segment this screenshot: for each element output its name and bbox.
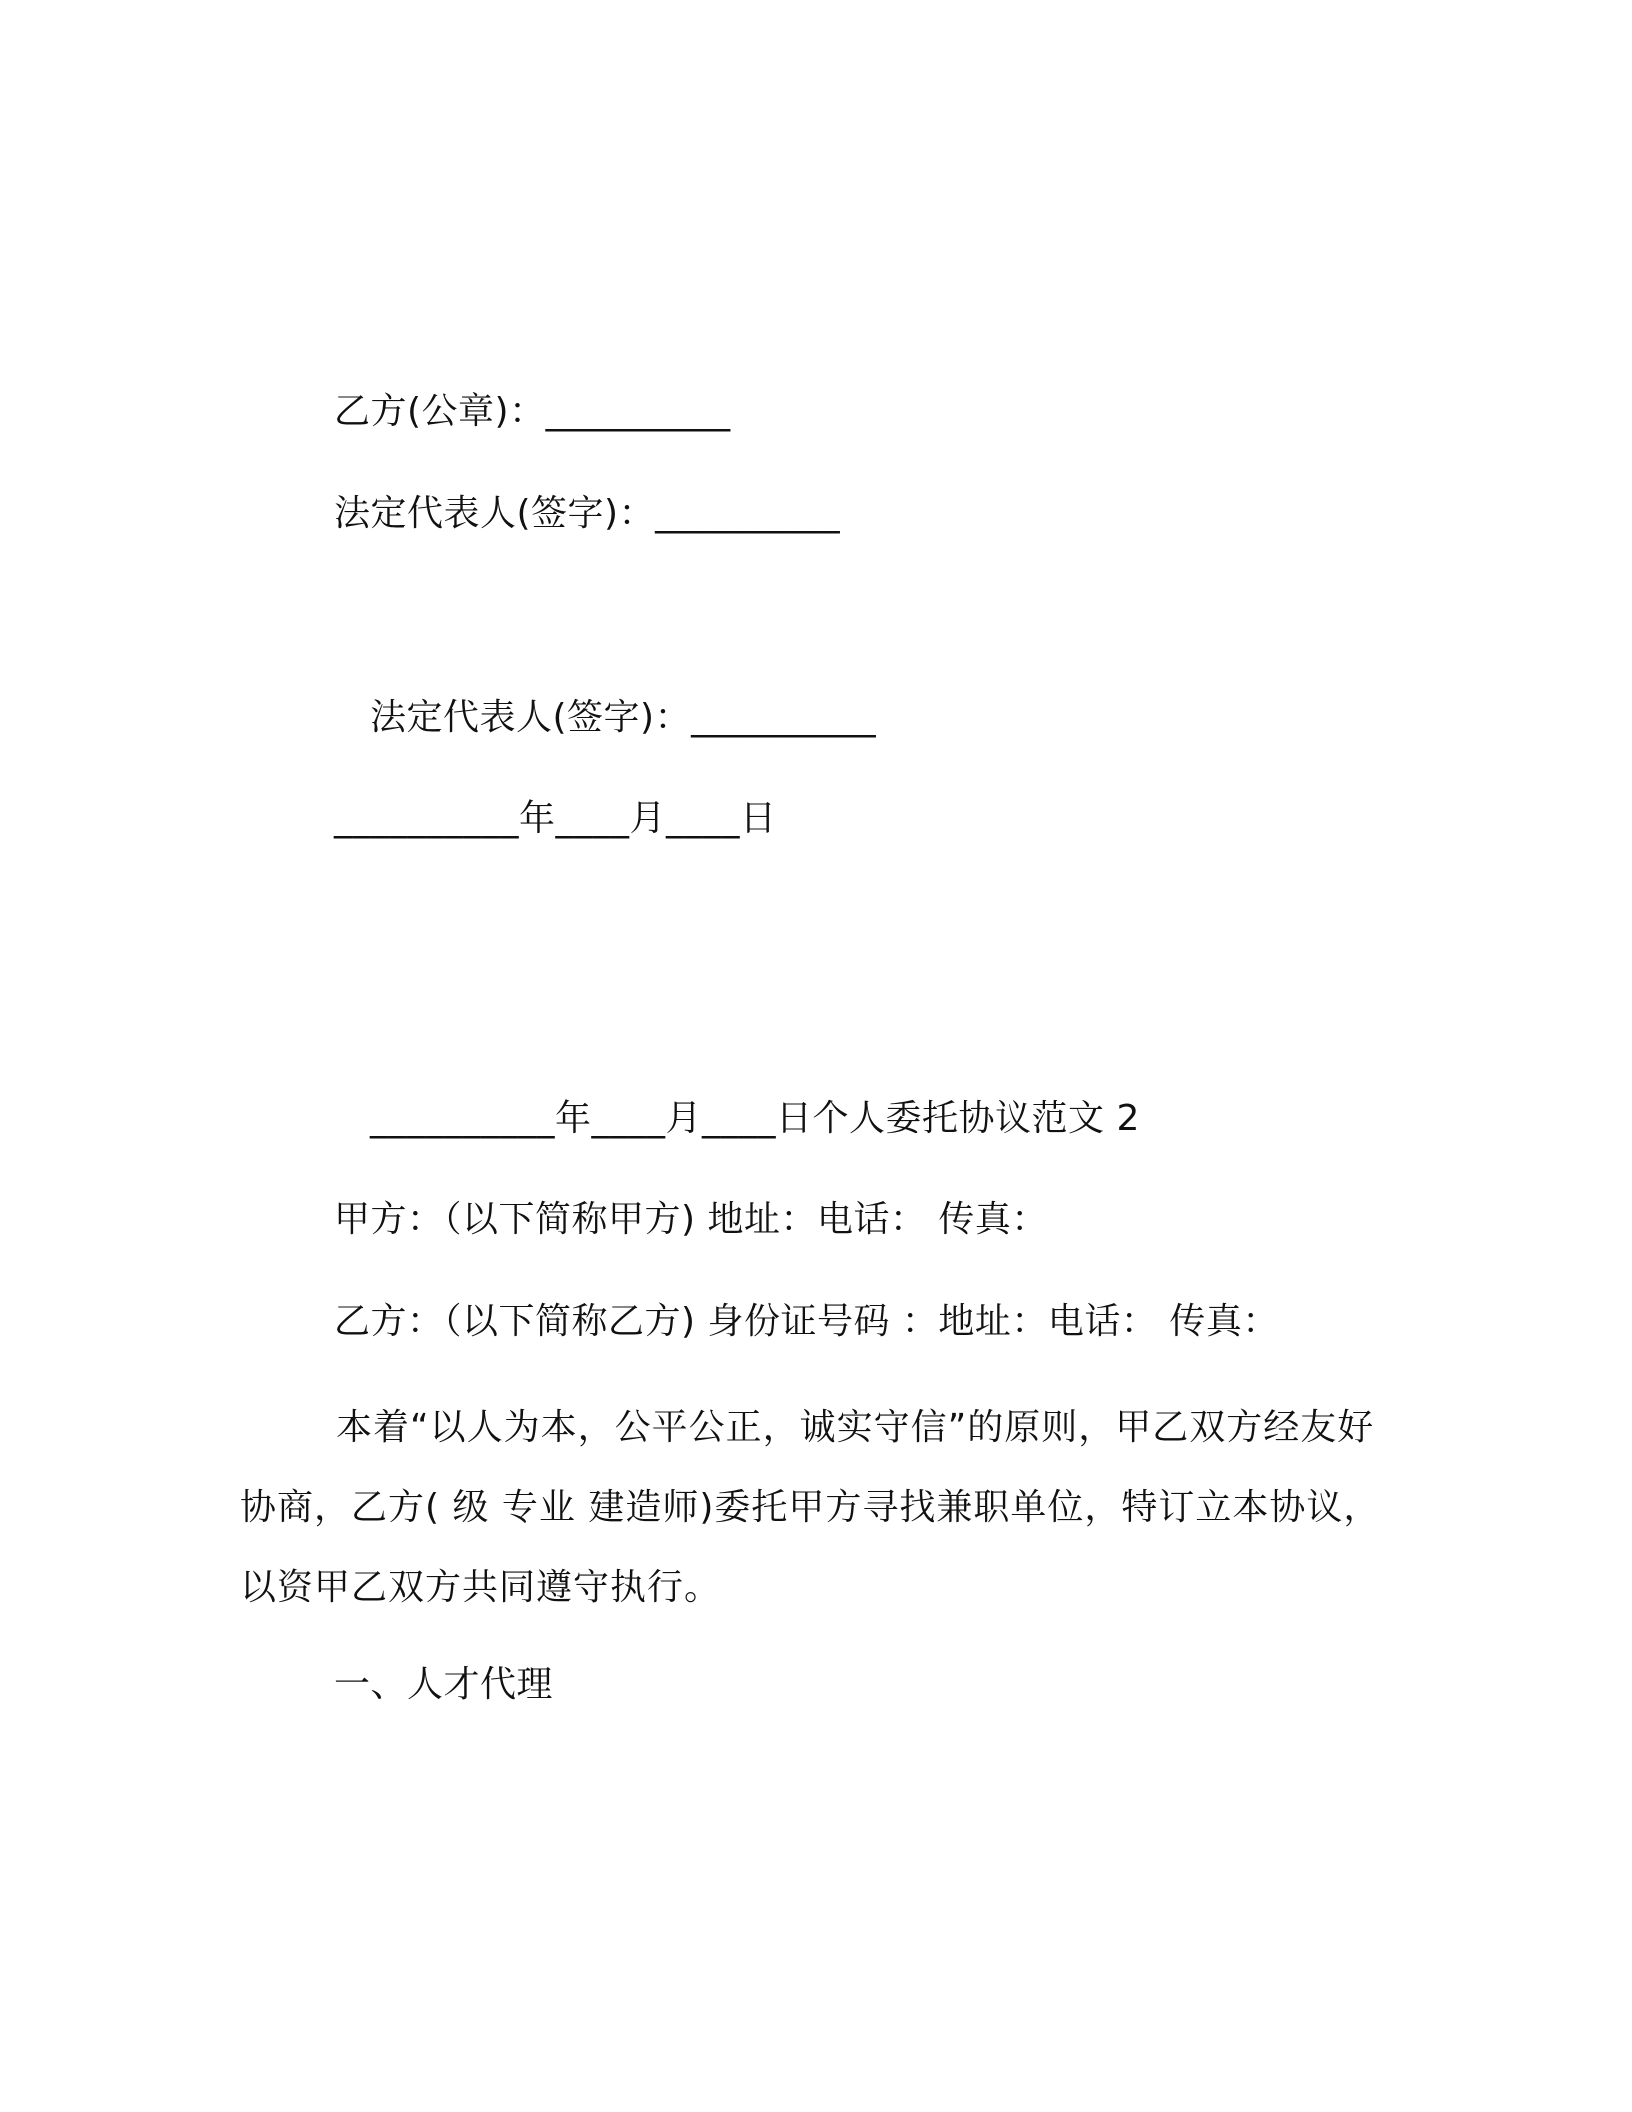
document-title: __________年____月____日个人委托协议范文 2 [370,1098,1140,1139]
intro-paragraph: 本着“以人为本，公平公正，诚实守信”的原则，甲乙双方经友好协商，乙方( 级 专业 建造师)委托甲方寻找兼职单位，特订立本协议，以资甲乙双方共同遵守执行。 [240,1407,1381,1608]
party-b-seal-line: 乙方(公章)：__________ [334,391,731,432]
section-heading: 一、人才代理 [334,1664,554,1705]
date-line: __________年____月____日 [334,798,777,839]
party-a-line: 甲方：（以下简称甲方) 地址：电话： 传真： [334,1199,1048,1240]
legal-representative-signature-line: 法定代表人(签字)：__________ [334,493,841,534]
legal-representative-signature-line-2: 法定代表人(签字)：__________ [370,697,877,738]
party-b-line: 乙方：（以下简称乙方) 身份证号码 ：地址：电话： 传真： [334,1301,1279,1342]
